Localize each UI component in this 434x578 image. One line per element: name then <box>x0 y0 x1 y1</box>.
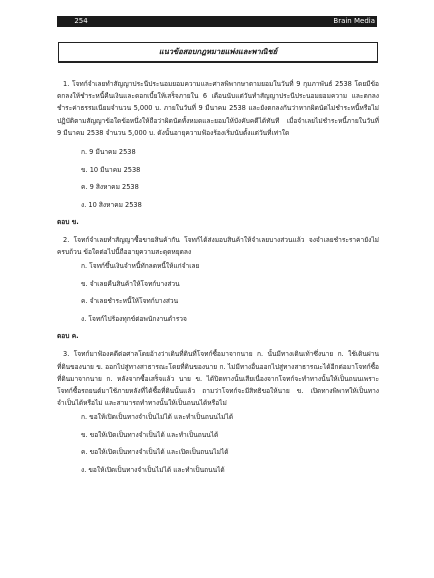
page-number: 254 <box>74 17 88 25</box>
question-3-option-d: ง. ขอให้เปิดเป็นทางจำเป็นไม่ได้ และทำเป็นถนนได้ <box>81 465 225 474</box>
question-1-answer: ตอบ ข. <box>57 218 79 227</box>
content <box>57 78 379 479</box>
question-2-option-d: ง. โจทก์ไปร้องทุกข์ต่อพนักงานตำรวจ <box>81 314 187 323</box>
question-1-option-b: ข. 10 มีนาคม 2538 <box>81 165 141 174</box>
question-3-option-b: ข. ขอให้เปิดเป็นทางจำเป็นได้ และทำเป็นถนนได้ <box>81 430 219 439</box>
question-1-option-a: ก. 9 มีนาคม 2538 <box>81 148 136 157</box>
question-2-text: 2. โจทก์จำเลยทำสัญญาซื้อขายสินค้ากัน โจทก์ได้ส่งมอบสินค้าให้จำเลยบางส่วนแล้ว จงจำเลยชำระราคายังไม่ครบถ้วน ข้อใดต่อไปนี้ถืออายุความสะดุดหยุดลง <box>57 236 379 257</box>
question-3-text: 3. โจทก์มาฟ้องคดีต่อศาลโดยอ้างว่าเดินที่ดินที่โจทก์ซื้อมาจากนาย ก. นั้นมีทางเดินเท้าซึ่งนาย ก. ใช้เดินผ่านที่ดินของนาย ข. ออกไปสู่ทางสาธารณะโดยที่ดินของนาย ก. ไม่มีทางอื่นออกไปสู่ทางสาธารณะได้อีกต่อมาโจทก์ซื้อที่ดินมาจากนาย ก. หลังจากซื้อเสร็จแล้ว นาย ข. ได้ปิดทางนั้นเสียเนื่องจากโจทก์จะทำทางนั้นให้เป็นถนนเพราะโจทก์ซื้อรถยนต์มาใช้ภายหลังที่ได้ซื้อที่ดินนั้นแล้ว ถามว่าโจทก์จะมีสิทธิขอให้นาย ข. เปิดทางพิพาทให้เป็นทางจำเป็นได้หรือไม่ และสามารถทำทางนั้นให้เป็นถนนได้หรือไม่ <box>57 350 379 408</box>
question-1-option-d: ง. 10 สิงหาคม 2538 <box>81 200 142 209</box>
section-title: แนวข้อสอบกฎหมายแพ่งและพาณิชย์ <box>58 42 378 63</box>
question-2-option-a: ก. โจทก์ขึ้นเงินจำหนี้ทักลดหนี้ให้แก่จำเลย <box>81 262 200 271</box>
question-2-answer: ตอบ ค. <box>57 332 79 341</box>
question-2-option-c: ค. จำเลยชำระหนี้ให้โจทก์บางส่วน <box>81 297 179 306</box>
question-1-option-c: ค. 9 สิงหาคม 2538 <box>81 183 139 192</box>
question-1-text: 1. โจทก์จำเลยทำสัญญาประนีประนอมยอมความและศาลพิพากษาตามยอมในวันที่ 9 กุมภาพันธ์ 2538 โดยมีข้อตกลงให้ชำระหนี้คืนเงินและดอกเบี้ยให้เสร็จภายใน 6 เดือนนับแต่วันทำสัญญาประนีประนอมยอมความ และตกลงชำระค่าธรรมเนียมจำนวน 5,000 บ. ภายในวันที่ 9 มีนาคม 2538 และยังตกลงกันว่าหากผิดนัดไม่ชำระหนี้หรือไม่ปฏิบัติตามสัญญาข้อใดข้อหนึ่งให้ถือว่าผิดนัดทั้งหมดและยอมให้บังคับคดีได้ทันที เมื่อจำเลยไม่ชำระหนี้ภายในวันที่ 9 มีนาคม 2538 จำนวน 5,000 บ. ดังนั้นอายุความฟ้องร้องเริ่มนับตั้งแต่วันที่เท่าใด <box>57 80 379 137</box>
question-2-option-b: ข. จำเลยคืนสินค้าให้โจทก์บางส่วน <box>81 279 180 288</box>
brand-name: Brain Media <box>333 17 375 25</box>
question-3-option-c: ค. ขอให้เปิดเป็นทางจำเป็นได้ และเปิดเป็นถนนไม่ได้ <box>81 448 229 457</box>
page-header <box>57 16 377 27</box>
question-3-option-a: ก. ขอให้เปิดเป็นทางจำเป็นไม่ได้ และทำเป็นถนนไม่ได้ <box>81 413 234 422</box>
